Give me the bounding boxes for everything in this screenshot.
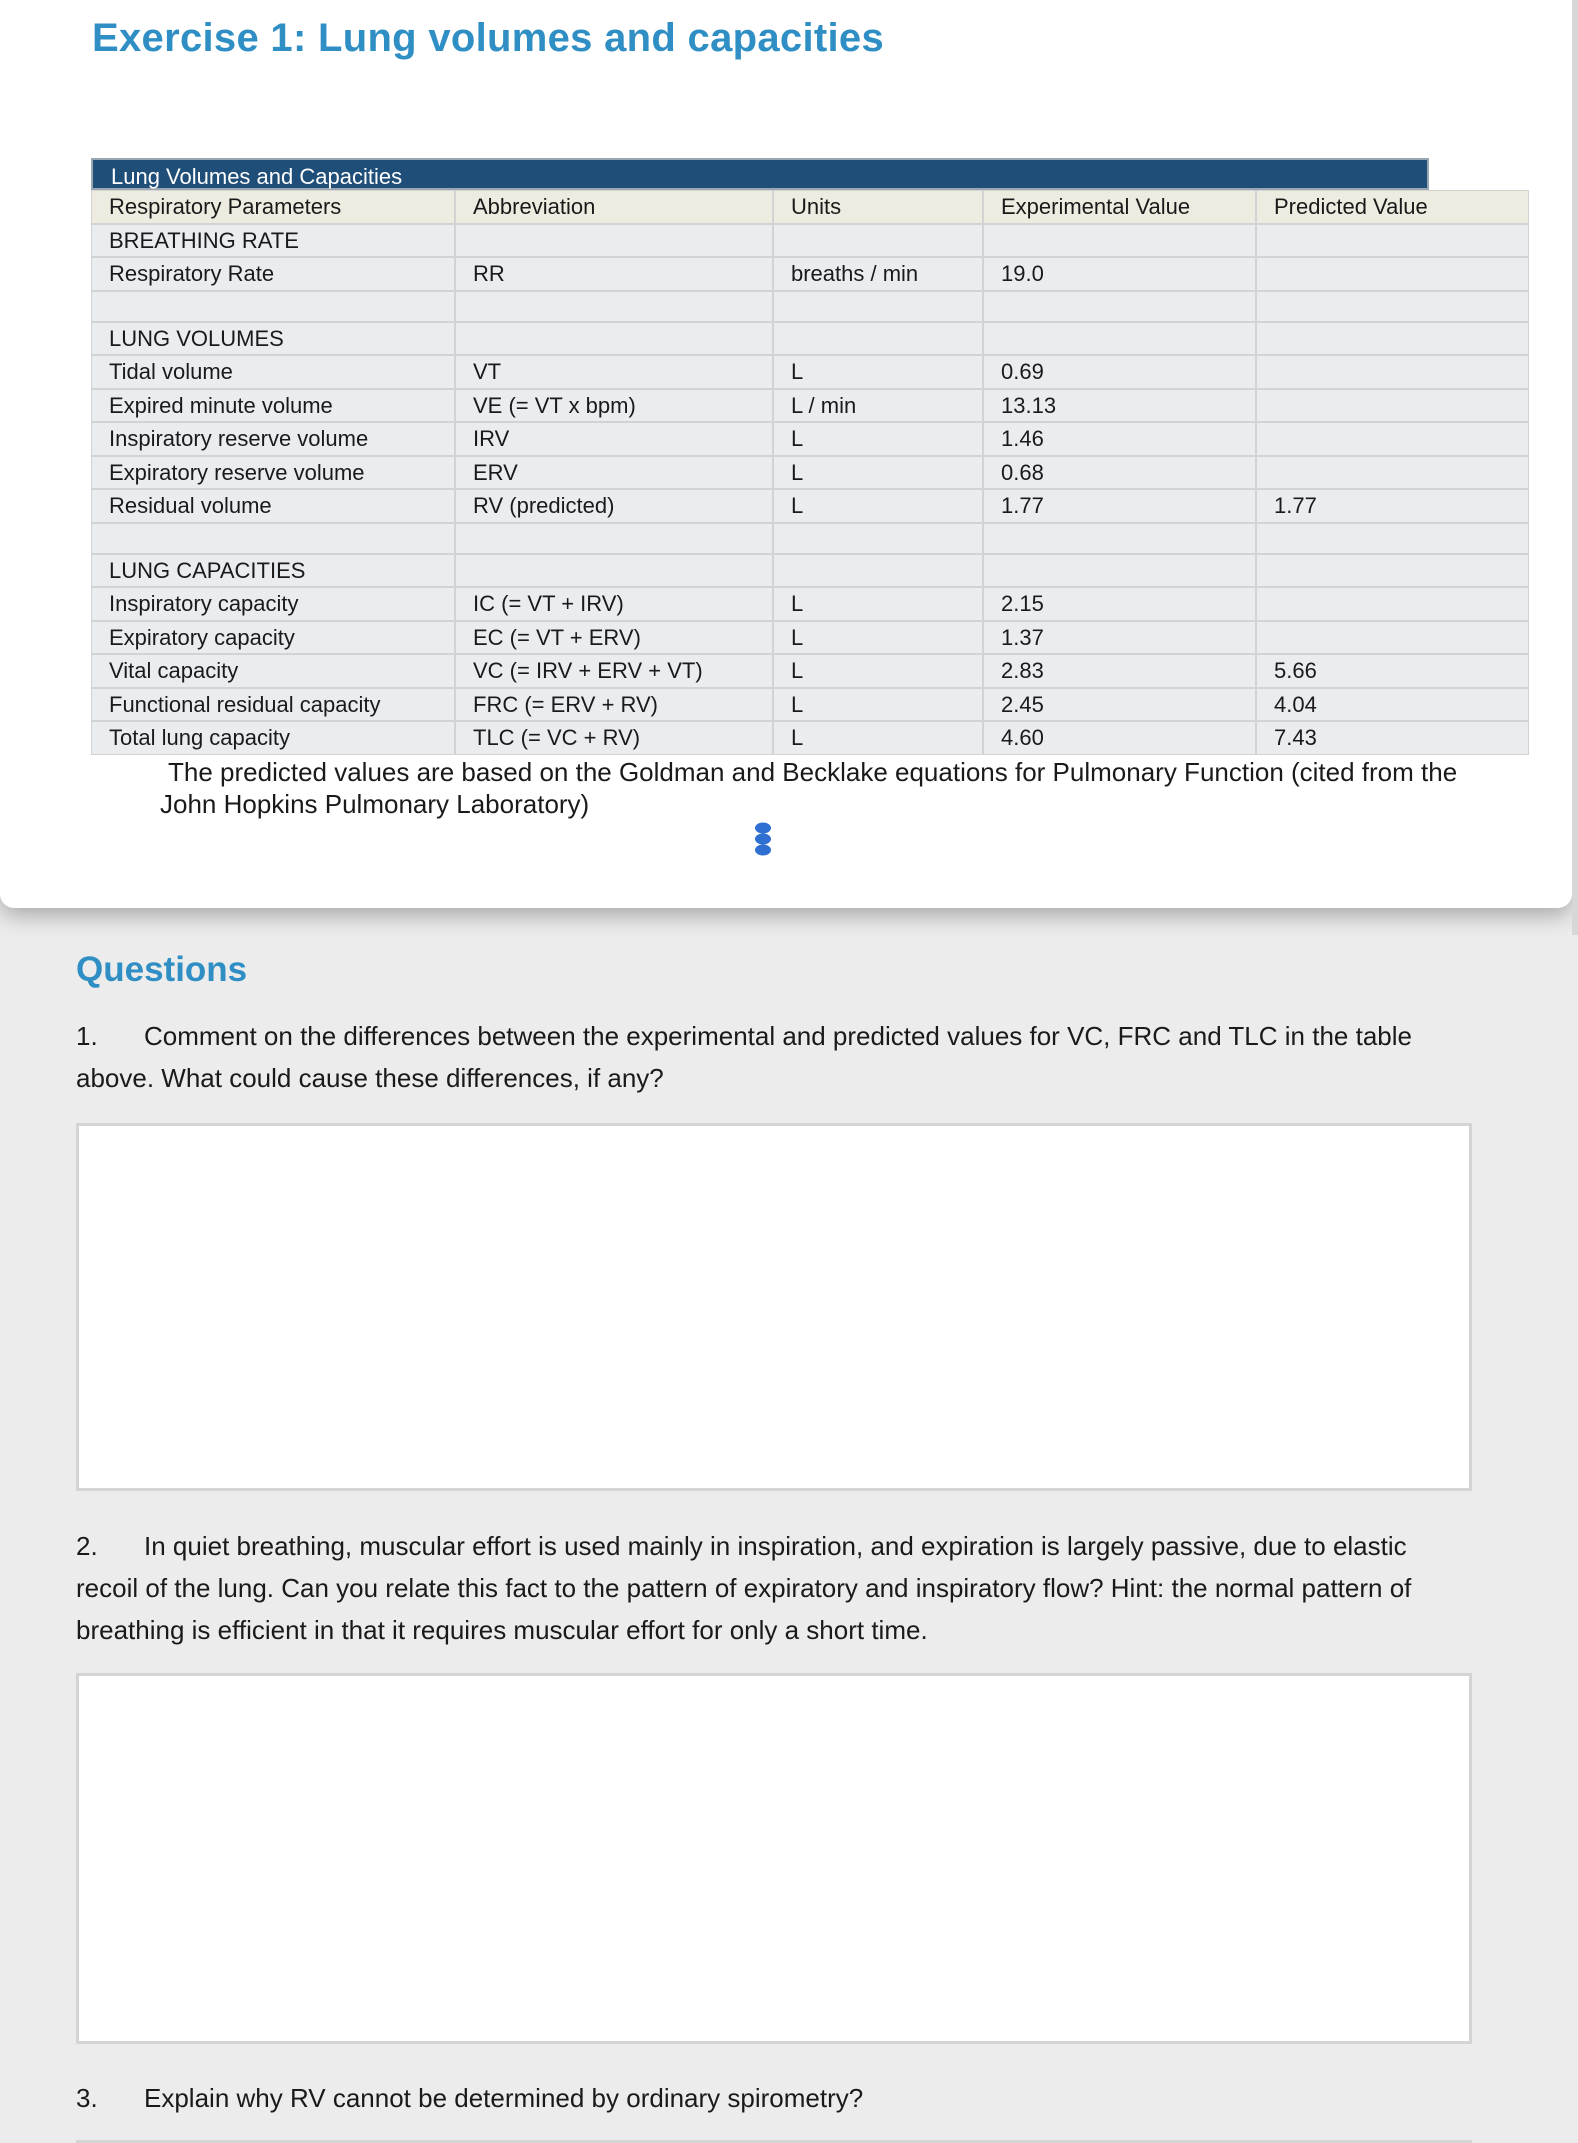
table-row [91, 322, 1529, 356]
predicted-value-cell [1256, 257, 1529, 291]
parameter-cell: Inspiratory reserve volume [91, 422, 455, 456]
parameter-cell: Total lung capacity [91, 721, 455, 755]
table-row [91, 355, 1529, 389]
table-row [91, 489, 1529, 523]
header-parameters: Respiratory Parameters [91, 190, 455, 224]
experimental-value-cell: 0.69 [983, 355, 1256, 389]
abbreviation-cell [455, 322, 773, 356]
question-number: 1. [76, 1021, 98, 1051]
parameter-cell: Inspiratory capacity [91, 587, 455, 621]
abbreviation-cell: RV (predicted) [455, 489, 773, 523]
predicted-value-cell [1256, 322, 1529, 356]
table-row [91, 721, 1529, 755]
header-experimental: Experimental Value [983, 190, 1256, 224]
predicted-value-cell [1256, 554, 1529, 588]
predicted-value-cell [1256, 224, 1529, 258]
units-cell: L / min [773, 389, 983, 423]
units-cell [773, 554, 983, 588]
question-number: 3. [76, 2083, 98, 2113]
predicted-value-cell: 4.04 [1256, 688, 1529, 722]
answer-box-1[interactable] [76, 1123, 1472, 1491]
parameter-cell [91, 291, 455, 322]
experimental-value-cell [983, 554, 1256, 588]
predicted-value-cell: 1.77 [1256, 489, 1529, 523]
predicted-value-cell [1256, 389, 1529, 423]
predicted-value-cell [1256, 355, 1529, 389]
predicted-value-cell [1256, 587, 1529, 621]
abbreviation-cell [455, 554, 773, 588]
abbreviation-cell: EC (= VT + ERV) [455, 621, 773, 655]
table-row [91, 654, 1529, 688]
predicted-value-cell [1256, 523, 1529, 554]
abbreviation-cell: IRV [455, 422, 773, 456]
units-cell: L [773, 456, 983, 490]
experimental-value-cell: 1.77 [983, 489, 1256, 523]
abbreviation-cell: VC (= IRV + ERV + VT) [455, 654, 773, 688]
experimental-value-cell [983, 322, 1256, 356]
abbreviation-cell: VT [455, 355, 773, 389]
units-cell [773, 224, 983, 258]
questions-heading: Questions [76, 950, 248, 989]
table-row [91, 621, 1529, 655]
table-row [91, 257, 1529, 291]
experimental-value-cell: 0.68 [983, 456, 1256, 490]
question-text: In quiet breathing, muscular effort is used mainly in inspiration, and expiration is largely passive, due to elastic [144, 1531, 1407, 1561]
parameter-cell [91, 523, 455, 554]
units-cell: L [773, 355, 983, 389]
header-units: Units [773, 190, 983, 224]
abbreviation-cell: RR [455, 257, 773, 291]
units-cell [773, 523, 983, 554]
parameter-cell: LUNG VOLUMES [91, 322, 455, 356]
lung-volumes-table [91, 158, 1529, 755]
abbreviation-cell [455, 523, 773, 554]
parameter-cell: Respiratory Rate [91, 257, 455, 291]
predicted-value-cell: 5.66 [1256, 654, 1529, 688]
table-banner [91, 158, 1429, 190]
question-number: 2. [76, 1531, 98, 1561]
table-row [91, 389, 1529, 423]
question-3 [76, 2077, 1496, 2119]
header-predicted: Predicted Value [1256, 190, 1529, 224]
page-title: Exercise 1: Lung volumes and capacities [92, 16, 885, 60]
table-header-row [91, 190, 1529, 224]
table-row [91, 523, 1529, 554]
table-banner-title: Lung Volumes and Capacities [111, 164, 403, 189]
question-1 [76, 1015, 1496, 1099]
table-row [91, 291, 1529, 322]
answer-box-2[interactable] [76, 1673, 1472, 2044]
table-row [91, 224, 1529, 258]
experimental-value-cell [983, 523, 1256, 554]
parameter-cell: Tidal volume [91, 355, 455, 389]
parameter-cell: Vital capacity [91, 654, 455, 688]
question-2 [76, 1525, 1496, 1651]
experimental-value-cell: 19.0 [983, 257, 1256, 291]
units-cell [773, 322, 983, 356]
table-row [91, 422, 1529, 456]
experimental-value-cell: 1.37 [983, 621, 1256, 655]
experimental-value-cell [983, 224, 1256, 258]
units-cell [773, 291, 983, 322]
parameter-cell: Functional residual capacity [91, 688, 455, 722]
predicted-value-cell [1256, 291, 1529, 322]
table-row [91, 554, 1529, 588]
table-body [91, 224, 1529, 755]
units-cell: L [773, 587, 983, 621]
question-text-continued: recoil of the lung. Can you relate this fact to the pattern of expiratory and inspiratory flow? Hint: the normal pattern of [76, 1573, 1412, 1603]
abbreviation-cell: FRC (= ERV + RV) [455, 688, 773, 722]
experimental-value-cell: 13.13 [983, 389, 1256, 423]
abbreviation-cell: VE (= VT x bpm) [455, 389, 773, 423]
units-cell: L [773, 654, 983, 688]
units-cell: breaths / min [773, 257, 983, 291]
predicted-value-cell: 7.43 [1256, 721, 1529, 755]
parameter-cell: BREATHING RATE [91, 224, 455, 258]
units-cell: L [773, 688, 983, 722]
card-edge [1572, 0, 1578, 935]
header-abbreviation: Abbreviation [455, 190, 773, 224]
question-text: Explain why RV cannot be determined by ordinary spirometry? [144, 2083, 864, 2113]
abbreviation-cell: IC (= VT + IRV) [455, 587, 773, 621]
table-footnote: The predicted values are based on the Goldman and Becklake equations for Pulmonary Function (cited from the [168, 757, 1458, 787]
units-cell: L [773, 621, 983, 655]
experimental-value-cell: 2.45 [983, 688, 1256, 722]
parameter-cell: Expiratory capacity [91, 621, 455, 655]
predicted-value-cell [1256, 422, 1529, 456]
table-footnote-continued: John Hopkins Pulmonary Laboratory) [160, 789, 590, 819]
experimental-value-cell [983, 291, 1256, 322]
parameter-cell: Residual volume [91, 489, 455, 523]
experimental-value-cell: 4.60 [983, 721, 1256, 755]
abbreviation-cell: ERV [455, 456, 773, 490]
parameter-cell: Expired minute volume [91, 389, 455, 423]
drag-handle-icon[interactable] [754, 822, 772, 861]
question-text: Comment on the differences between the experimental and predicted values for VC, FRC and TLC in the table [144, 1021, 1412, 1051]
table-row [91, 688, 1529, 722]
question-text-continued: breathing is efficient in that it requires muscular effort for only a short time. [76, 1615, 928, 1645]
units-cell: L [773, 489, 983, 523]
abbreviation-cell [455, 291, 773, 322]
experimental-value-cell: 1.46 [983, 422, 1256, 456]
predicted-value-cell [1256, 621, 1529, 655]
abbreviation-cell [455, 224, 773, 258]
abbreviation-cell: TLC (= VC + RV) [455, 721, 773, 755]
table-row [91, 456, 1529, 490]
experimental-value-cell: 2.83 [983, 654, 1256, 688]
parameter-cell: Expiratory reserve volume [91, 456, 455, 490]
units-cell: L [773, 721, 983, 755]
predicted-value-cell [1256, 456, 1529, 490]
experimental-value-cell: 2.15 [983, 587, 1256, 621]
parameter-cell: LUNG CAPACITIES [91, 554, 455, 588]
table-row [91, 587, 1529, 621]
units-cell: L [773, 422, 983, 456]
question-text-continued: above. What could cause these differences, if any? [76, 1063, 664, 1093]
